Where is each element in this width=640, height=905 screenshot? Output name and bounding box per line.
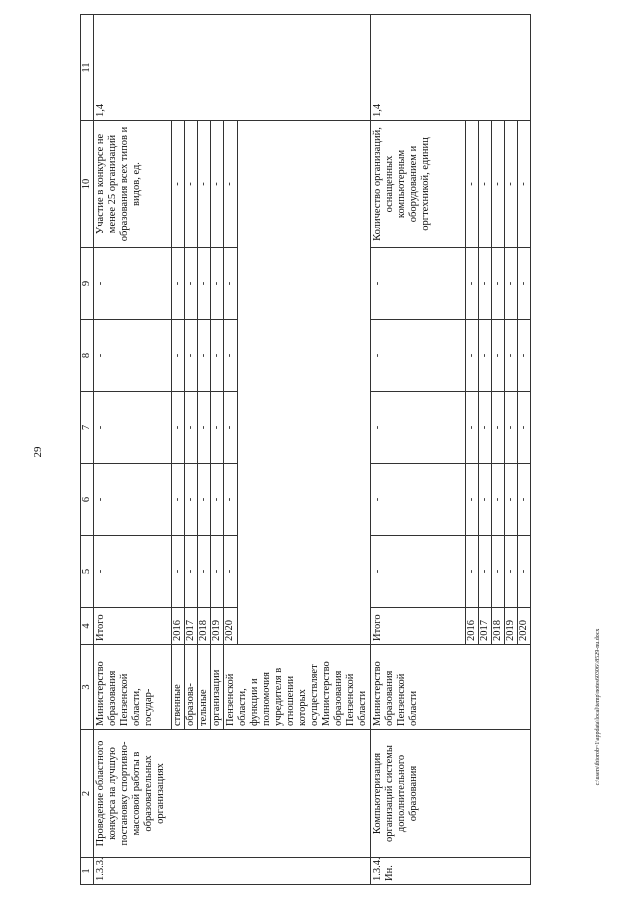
table-row: [94, 15, 172, 885]
value-cell: -: [198, 248, 211, 320]
year-label: 2016: [466, 608, 479, 645]
value-cell: -: [492, 464, 505, 536]
table-row: [371, 15, 466, 885]
year-label: 2016: [172, 608, 185, 645]
value-cell: -: [371, 248, 466, 320]
value-cell: -: [94, 392, 172, 464]
value-cell: -: [224, 248, 238, 320]
value-cell: -: [185, 392, 198, 464]
year-label: 2017: [479, 608, 492, 645]
col-header: 6: [81, 464, 94, 536]
value-cell: -: [211, 464, 224, 536]
value-cell: -: [198, 392, 211, 464]
col-header: 2: [81, 730, 94, 858]
value-cell: -: [224, 464, 238, 536]
value-cell: -: [224, 320, 238, 392]
value-cell: -: [505, 121, 518, 248]
total-label: Итого: [94, 608, 172, 645]
value-cell: -: [505, 392, 518, 464]
value-cell: -: [479, 320, 492, 392]
value-cell: -: [185, 121, 198, 248]
value-cell: -: [466, 248, 479, 320]
value-cell: -: [479, 248, 492, 320]
value-cell: -: [172, 536, 185, 608]
executor-line: ственные: [172, 645, 185, 730]
value-cell: -: [198, 464, 211, 536]
executor: Министерство образования Пензенской области, государ-: [94, 645, 172, 730]
col-header: 4: [81, 608, 94, 645]
total-label: Итого: [371, 608, 466, 645]
footer-file-path: c:\users\ibiorob~1\appdata\local\temp\notes60306\\8529-nu.docx: [595, 628, 601, 786]
value-cell: -: [505, 464, 518, 536]
value-cell: -: [198, 121, 211, 248]
value-cell: -: [172, 392, 185, 464]
row-number: 1.3.3.: [94, 858, 371, 885]
col-header: 1: [81, 858, 94, 885]
value-cell: -: [492, 320, 505, 392]
value-cell: -: [371, 392, 466, 464]
executor: Министерство образования Пензенской области: [371, 645, 531, 730]
indicator-value: 1,4: [94, 15, 371, 121]
value-cell: -: [172, 248, 185, 320]
value-cell: -: [505, 320, 518, 392]
value-cell: -: [94, 536, 172, 608]
value-cell: -: [224, 121, 238, 248]
year-label: 2020: [224, 608, 238, 645]
year-label: 2019: [505, 608, 518, 645]
value-cell: -: [466, 464, 479, 536]
page-number: 29: [32, 446, 44, 458]
value-cell: -: [172, 320, 185, 392]
value-cell: -: [479, 392, 492, 464]
value-cell: -: [94, 464, 172, 536]
value-cell: -: [211, 121, 224, 248]
value-cell: -: [224, 392, 238, 464]
value-cell: -: [492, 536, 505, 608]
measure-name: Компьютеризация организаций системы дополнительного образования: [371, 730, 531, 858]
indicator: Участие в конкурсе не менее 25 организаций образования всех типов и видов, ед.: [94, 121, 172, 248]
value-cell: -: [94, 320, 172, 392]
header-row: [81, 15, 94, 885]
executor-line: организации: [211, 645, 224, 730]
value-cell: -: [172, 121, 185, 248]
value-cell: -: [466, 536, 479, 608]
value-cell: -: [492, 248, 505, 320]
value-cell: -: [466, 392, 479, 464]
value-cell: -: [505, 248, 518, 320]
value-cell: -: [518, 392, 531, 464]
col-header: 5: [81, 536, 94, 608]
indicator-value: 1,4: [371, 15, 531, 121]
executor-line: тельные: [198, 645, 211, 730]
value-cell: -: [479, 121, 492, 248]
value-cell: -: [492, 392, 505, 464]
col-header: 8: [81, 320, 94, 392]
value-cell: -: [211, 392, 224, 464]
executor-line: образова-: [185, 645, 198, 730]
value-cell: -: [211, 536, 224, 608]
value-cell: -: [371, 536, 466, 608]
value-cell: -: [518, 121, 531, 248]
value-cell: -: [505, 536, 518, 608]
value-cell: -: [371, 320, 466, 392]
year-label: 2019: [211, 608, 224, 645]
measure-name: Проведение областного конкурса на лучшую постановку спортивно-массовой работы в образовательных организациях: [94, 730, 371, 858]
value-cell: -: [466, 320, 479, 392]
value-cell: -: [198, 320, 211, 392]
row-number: 1.3.4. Ин.: [371, 858, 531, 885]
value-cell: -: [198, 536, 211, 608]
executor-line: Пензенской области, функции и полномочия учредителя в отношении которых осуществляет Министерство образования Пензенской области: [224, 645, 371, 730]
value-cell: -: [518, 464, 531, 536]
value-cell: -: [479, 464, 492, 536]
col-header: 7: [81, 392, 94, 464]
value-cell: -: [518, 248, 531, 320]
value-cell: -: [518, 320, 531, 392]
year-label: 2018: [492, 608, 505, 645]
program-table: [80, 14, 531, 885]
year-label: 2017: [185, 608, 198, 645]
value-cell: -: [211, 320, 224, 392]
year-label: 2018: [198, 608, 211, 645]
value-cell: -: [371, 464, 466, 536]
indicator: Количество организаций, оснащенных компьютерным оборудованием и оргтехникой, единиц: [371, 121, 466, 248]
value-cell: -: [492, 121, 505, 248]
col-header: 9: [81, 248, 94, 320]
value-cell: -: [224, 536, 238, 608]
value-cell: -: [185, 320, 198, 392]
value-cell: -: [518, 536, 531, 608]
value-cell: -: [479, 536, 492, 608]
year-label: 2020: [518, 608, 531, 645]
col-header: 3: [81, 645, 94, 730]
value-cell: -: [185, 464, 198, 536]
rotated-table-page: [80, 15, 585, 885]
value-cell: -: [172, 464, 185, 536]
col-header: 10: [81, 121, 94, 248]
value-cell: -: [211, 248, 224, 320]
col-header: 11: [81, 15, 94, 121]
value-cell: -: [94, 248, 172, 320]
value-cell: -: [466, 121, 479, 248]
value-cell: -: [185, 536, 198, 608]
value-cell: -: [185, 248, 198, 320]
blank-space: [237, 121, 370, 645]
